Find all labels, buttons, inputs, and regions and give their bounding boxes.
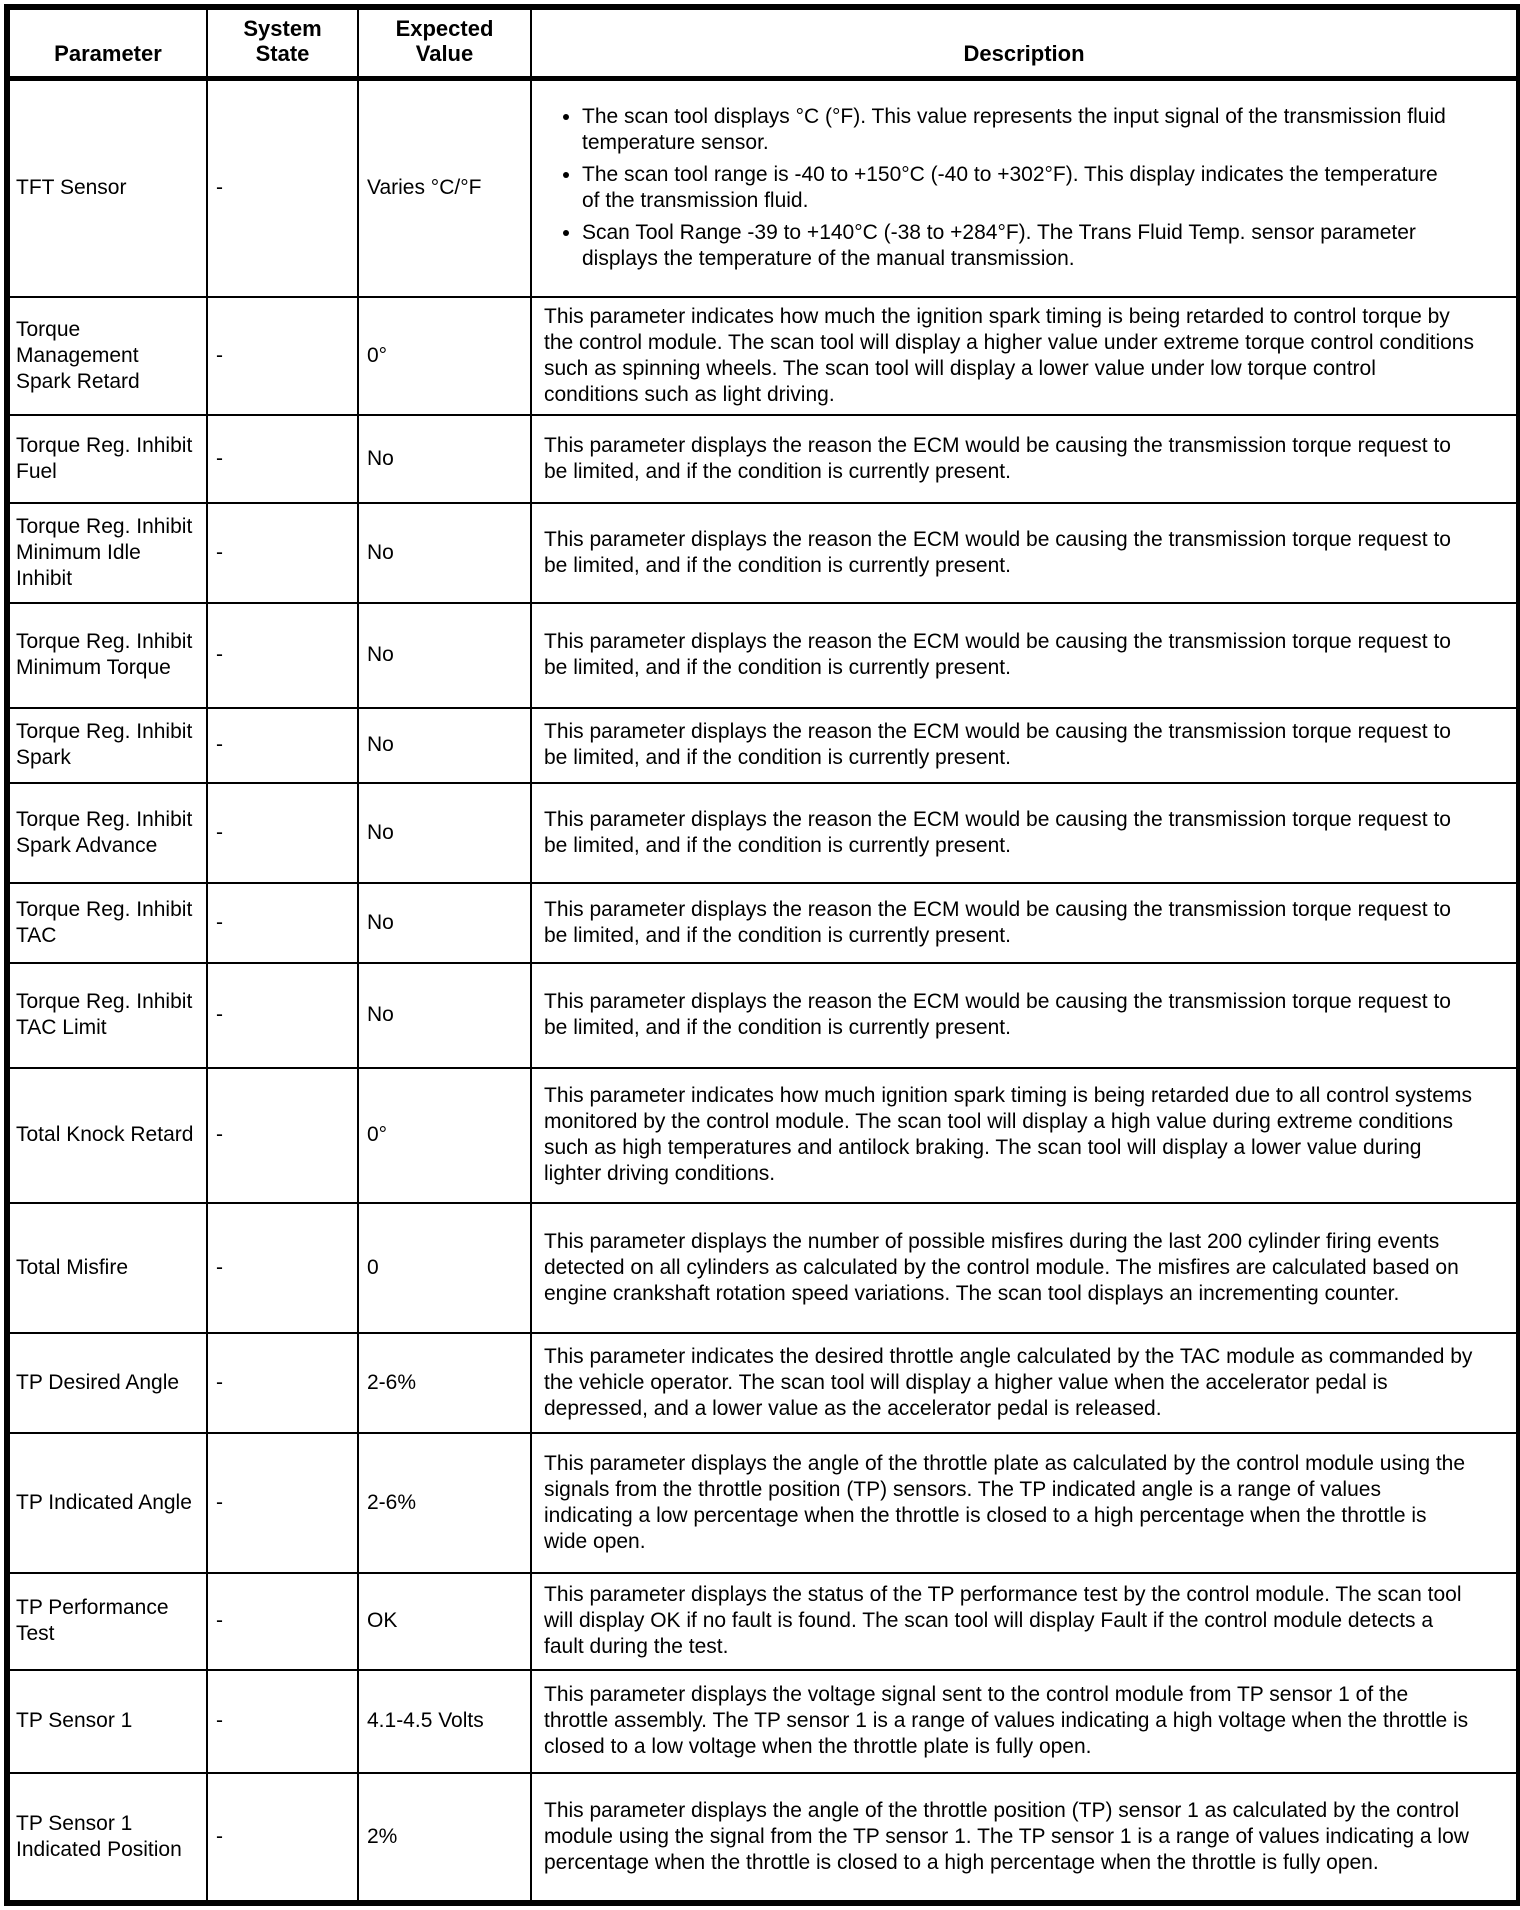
parameter-cell: TFT Sensor	[7, 79, 207, 297]
expected-value-cell: No	[358, 603, 531, 708]
expected-value-cell: No	[358, 963, 531, 1068]
parameter-cell: Torque Reg. Inhibit Spark	[7, 708, 207, 783]
parameter-cell: Torque Reg. Inhibit TAC Limit	[7, 963, 207, 1068]
system-state-cell: -	[207, 1433, 358, 1573]
expected-value-cell: Varies °C/°F	[358, 79, 531, 297]
table-row	[7, 1433, 1519, 1573]
description-cell: This parameter displays the number of possible misfires during the last 200 cylinder firing events detected on all cylinders as calculated by the control module. The misfires are calculated based on engine crankshaft rotation speed variations. The scan tool displays an incrementing counter.	[531, 1203, 1519, 1333]
table-row	[7, 1203, 1519, 1333]
system-state-cell: -	[207, 1670, 358, 1773]
table-row	[7, 708, 1519, 783]
parameter-cell: TP Indicated Angle	[7, 1433, 207, 1573]
system-state-cell: -	[207, 503, 358, 603]
parameter-cell: Torque Management Spark Retard	[7, 297, 207, 415]
header-expected-value: Expected Value	[358, 7, 531, 79]
header-parameter: Parameter	[7, 7, 207, 79]
system-state-cell: -	[207, 783, 358, 883]
description-cell: This parameter displays the reason the ECM would be causing the transmission torque request to be limited, and if the condition is currently present.	[531, 963, 1519, 1068]
parameter-cell: Total Knock Retard	[7, 1068, 207, 1203]
table-row	[7, 1773, 1519, 1903]
description-cell: This parameter displays the reason the ECM would be causing the transmission torque request to be limited, and if the condition is currently present.	[531, 883, 1519, 963]
parameter-cell: Torque Reg. Inhibit Minimum Torque	[7, 603, 207, 708]
table-body	[7, 79, 1519, 1903]
expected-value-cell: No	[358, 503, 531, 603]
system-state-cell: -	[207, 708, 358, 783]
expected-value-cell: No	[358, 708, 531, 783]
description-bullet-list	[544, 104, 1446, 272]
expected-value-cell: 0°	[358, 297, 531, 415]
description-cell: This parameter displays the reason the ECM would be causing the transmission torque request to be limited, and if the condition is currently present.	[531, 708, 1519, 783]
expected-value-cell: OK	[358, 1573, 531, 1670]
system-state-cell: -	[207, 963, 358, 1068]
expected-value-cell: 2%	[358, 1773, 531, 1903]
description-cell: This parameter indicates the desired throttle angle calculated by the TAC module as commanded by the vehicle operator. The scan tool will display a higher value when the accelerator pedal is depressed, and a lower value as the accelerator pedal is released.	[531, 1333, 1519, 1433]
description-cell: This parameter displays the reason the ECM would be causing the transmission torque request to be limited, and if the condition is currently present.	[531, 503, 1519, 603]
description-cell: This parameter displays the angle of the throttle position (TP) sensor 1 as calculated by the control module using the signal from the TP sensor 1. The TP sensor 1 is a range of values indicating a low percentage when the throttle is closed to a high percentage when the throttle is fully open.	[531, 1773, 1519, 1903]
parameter-cell: TP Sensor 1 Indicated Position	[7, 1773, 207, 1903]
table-row	[7, 1573, 1519, 1670]
parameter-cell: Torque Reg. Inhibit TAC	[7, 883, 207, 963]
parameter-cell: TP Desired Angle	[7, 1333, 207, 1433]
expected-value-cell: 4.1-4.5 Volts	[358, 1670, 531, 1773]
parameter-cell: Torque Reg. Inhibit Spark Advance	[7, 783, 207, 883]
system-state-cell: -	[207, 79, 358, 297]
parameter-cell: TP Performance Test	[7, 1573, 207, 1670]
expected-value-cell: 0	[358, 1203, 531, 1333]
system-state-cell: -	[207, 883, 358, 963]
description-cell: This parameter displays the reason the ECM would be causing the transmission torque request to be limited, and if the condition is currently present.	[531, 783, 1519, 883]
expected-value-cell: No	[358, 415, 531, 503]
table-row	[7, 1068, 1519, 1203]
description-bullet: • Scan Tool Range -39 to +140°C (-38 to +284°F). The Trans Fluid Temp. sensor parameter displays the temperature of the manual transmission.	[582, 220, 1446, 272]
system-state-cell: -	[207, 1333, 358, 1433]
header-system-state: System State	[207, 7, 358, 79]
parameter-cell: Total Misfire	[7, 1203, 207, 1333]
description-bullet: • The scan tool displays °C (°F). This value represents the input signal of the transmission fluid temperature sensor.	[582, 104, 1446, 156]
table-row	[7, 883, 1519, 963]
expected-value-cell: No	[358, 783, 531, 883]
system-state-cell: -	[207, 603, 358, 708]
table-row	[7, 1333, 1519, 1433]
table-row	[7, 1670, 1519, 1773]
description-cell: This parameter indicates how much the ignition spark timing is being retarded to control torque by the control module. The scan tool will display a higher value under extreme torque control conditions such as spinning wheels. The scan tool will display a lower value under low torque control conditions such as light driving.	[531, 297, 1519, 415]
description-bullet: • The scan tool range is -40 to +150°C (-40 to +302°F). This display indicates the temperature of the transmission fluid.	[582, 162, 1446, 214]
header-row	[7, 7, 1519, 79]
table-header	[7, 7, 1519, 79]
system-state-cell: -	[207, 415, 358, 503]
expected-value-cell: 0°	[358, 1068, 531, 1203]
parameter-cell: Torque Reg. Inhibit Minimum Idle Inhibit	[7, 503, 207, 603]
table-row	[7, 415, 1519, 503]
parameter-cell: Torque Reg. Inhibit Fuel	[7, 415, 207, 503]
system-state-cell: -	[207, 1773, 358, 1903]
expected-value-cell: 2-6%	[358, 1433, 531, 1573]
expected-value-cell: No	[358, 883, 531, 963]
expected-value-cell: 2-6%	[358, 1333, 531, 1433]
header-description: Description	[531, 7, 1519, 79]
table-row	[7, 963, 1519, 1068]
parameter-cell: TP Sensor 1	[7, 1670, 207, 1773]
description-cell: This parameter displays the reason the ECM would be causing the transmission torque request to be limited, and if the condition is currently present.	[531, 415, 1519, 503]
parameter-table	[4, 4, 1520, 1906]
description-cell	[531, 79, 1519, 297]
description-cell: This parameter displays the reason the ECM would be causing the transmission torque request to be limited, and if the condition is currently present.	[531, 603, 1519, 708]
table-row	[7, 297, 1519, 415]
system-state-cell: -	[207, 1068, 358, 1203]
table-row	[7, 79, 1519, 297]
system-state-cell: -	[207, 297, 358, 415]
table-row	[7, 783, 1519, 883]
description-cell: This parameter indicates how much ignition spark timing is being retarded due to all control systems monitored by the control module. The scan tool will display a high value during extreme conditions such as high temperatures and antilock braking. The scan tool will display a lower value during lighter driving conditions.	[531, 1068, 1519, 1203]
table-row	[7, 603, 1519, 708]
system-state-cell: -	[207, 1573, 358, 1670]
description-cell: This parameter displays the status of the TP performance test by the control module. The scan tool will display OK if no fault is found. The scan tool will display Fault if the control module detects a fault during the test.	[531, 1573, 1519, 1670]
system-state-cell: -	[207, 1203, 358, 1333]
description-cell: This parameter displays the angle of the throttle plate as calculated by the control module using the signals from the throttle position (TP) sensors. The TP indicated angle is a range of values indicating a low percentage when the throttle is closed to a high percentage when the throttle is wide open.	[531, 1433, 1519, 1573]
description-cell: This parameter displays the voltage signal sent to the control module from TP sensor 1 of the throttle assembly. The TP sensor 1 is a range of values indicating a high voltage when the throttle is closed to a low voltage when the throttle plate is fully open.	[531, 1670, 1519, 1773]
table-row	[7, 503, 1519, 603]
